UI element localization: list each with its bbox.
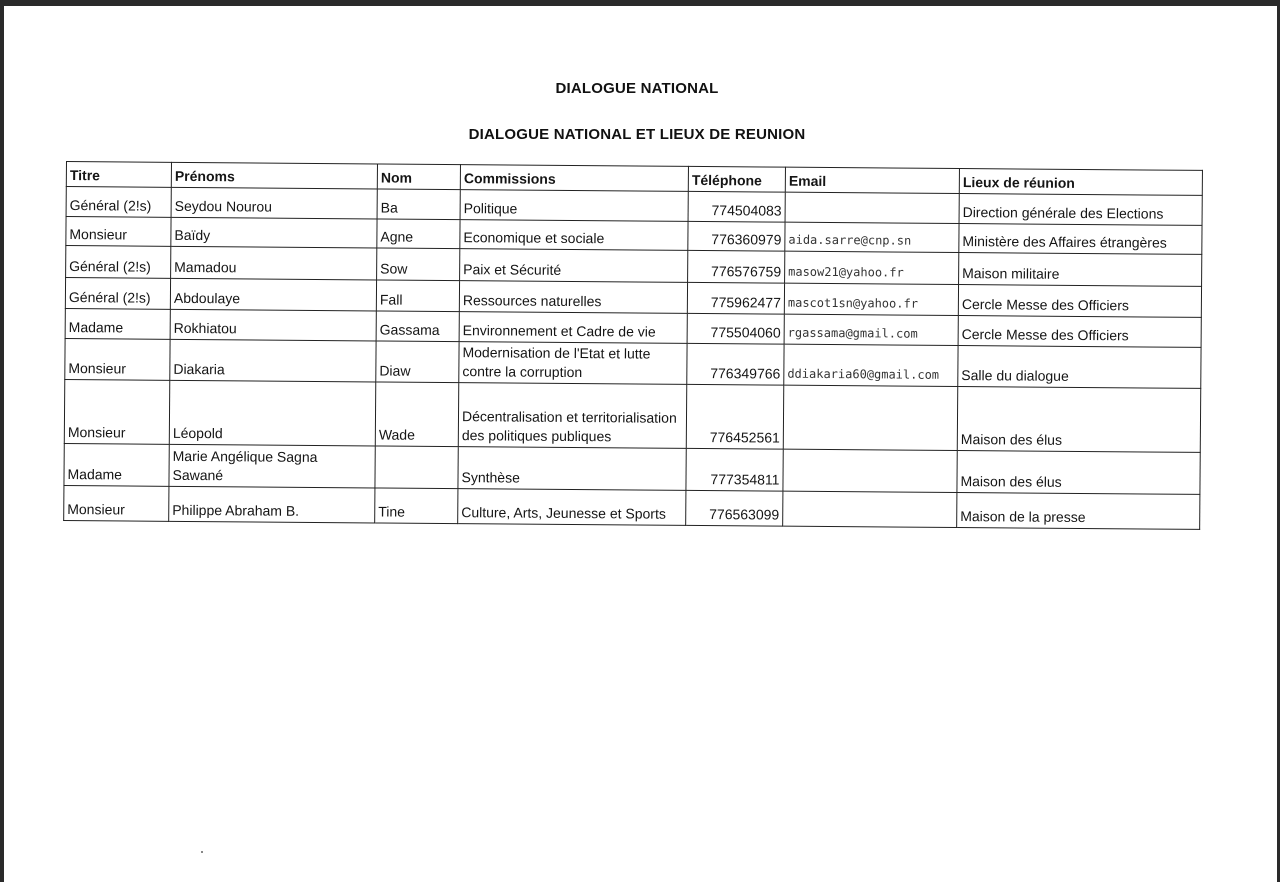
cell-email: masow21@yahoo.fr	[785, 251, 959, 284]
cell-lieu: Salle du dialogue	[958, 346, 1201, 389]
cell-titre: Madame	[64, 443, 169, 486]
header-lieux: Lieux de réunion	[959, 169, 1202, 196]
cell-telephone: 776576759	[688, 250, 785, 283]
cell-commission: Culture, Arts, Jeunesse et Sports	[458, 489, 686, 526]
cell-telephone: 776452561	[686, 384, 783, 449]
cell-telephone: 776349766	[687, 343, 784, 385]
cell-commission: Environnement et Cadre de vie	[459, 312, 687, 344]
cell-telephone: 776563099	[686, 490, 783, 526]
cell-titre: Monsieur	[66, 217, 171, 247]
cell-titre: Madame	[65, 308, 170, 339]
cell-email	[783, 491, 957, 527]
cell-titre: Général (2!s)	[66, 246, 171, 279]
cell-titre: Général (2!s)	[66, 187, 171, 218]
cell-nom: Fall	[376, 280, 459, 312]
cell-commission: Décentralisation et territorialisation des politiques publiques	[458, 383, 686, 449]
cell-email	[785, 192, 959, 223]
cell-email	[783, 449, 957, 492]
cell-prenoms: Abdoulaye	[170, 278, 376, 311]
table-row	[64, 379, 1200, 452]
header-nom: Nom	[377, 164, 460, 190]
cell-telephone: 777354811	[686, 448, 783, 491]
cell-telephone: 775962477	[687, 282, 784, 314]
document-title: DIALOGUE NATIONAL	[555, 80, 719, 97]
header-email: Email	[785, 167, 959, 193]
cell-telephone: 775504060	[687, 313, 784, 344]
cell-nom: Tine	[375, 488, 458, 524]
cell-lieu: Maison de la presse	[957, 493, 1200, 530]
cell-email: ddiakaria60@gmail.com	[784, 344, 958, 386]
cell-commission: Economique et sociale	[460, 220, 688, 251]
cell-lieu: Maison des élus	[957, 451, 1200, 495]
cell-prenoms: Rokhiatou	[170, 309, 376, 341]
cell-telephone: 776360979	[688, 221, 785, 251]
cell-commission: Paix et Sécurité	[460, 249, 688, 283]
header-commissions: Commissions	[460, 165, 688, 192]
cell-nom: Diaw	[376, 341, 459, 383]
cell-email: aida.sarre@cnp.sn	[785, 222, 959, 252]
header-titre: Titre	[66, 162, 171, 188]
cell-prenoms: Marie Angélique Sagna Sawané	[169, 444, 375, 488]
cell-prenoms: Philippe Abraham B.	[169, 486, 375, 523]
cell-lieu: Direction générale des Elections	[959, 194, 1202, 226]
document-page	[4, 6, 1277, 882]
cell-email: rgassama@gmail.com	[784, 314, 958, 345]
table-row	[64, 485, 1200, 529]
meeting-locations-table	[63, 161, 1203, 530]
header-telephone: Téléphone	[688, 166, 785, 192]
cell-titre: Monsieur	[64, 379, 169, 444]
cell-nom: Wade	[375, 382, 459, 447]
cell-prenoms: Baïdy	[171, 217, 377, 248]
cell-email: mascot1sn@yahoo.fr	[784, 283, 958, 315]
header-prenoms: Prénoms	[171, 162, 377, 189]
cell-commission: Politique	[460, 190, 688, 222]
cell-titre: Monsieur	[64, 485, 169, 521]
scan-speck	[201, 851, 203, 853]
cell-lieu: Maison des élus	[957, 387, 1200, 453]
cell-lieu: Ministère des Affaires étrangères	[959, 224, 1202, 255]
cell-lieu: Cercle Messe des Officiers	[958, 285, 1201, 318]
cell-commission: Synthèse	[458, 447, 686, 491]
cell-commission: Modernisation de l'Etat et lutte contre la corruption	[459, 342, 687, 385]
cell-titre: Monsieur	[65, 338, 170, 380]
cell-prenoms: Mamadou	[171, 246, 377, 280]
cell-nom: Sow	[377, 248, 460, 281]
cell-nom: Gassama	[376, 311, 459, 342]
cell-prenoms: Diakaria	[170, 339, 376, 382]
cell-titre: Général (2!s)	[65, 278, 170, 310]
cell-nom: Ba	[377, 189, 460, 220]
cell-commission: Ressources naturelles	[459, 281, 687, 314]
cell-lieu: Cercle Messe des Officiers	[958, 316, 1201, 348]
cell-telephone: 774504083	[688, 191, 785, 222]
cell-email	[783, 385, 957, 450]
cell-nom: Agne	[377, 219, 460, 249]
cell-nom	[375, 446, 458, 489]
cell-prenoms: Léopold	[169, 380, 375, 446]
cell-lieu: Maison militaire	[959, 253, 1202, 287]
document-subtitle: DIALOGUE NATIONAL ET LIEUX DE REUNION	[468, 126, 806, 143]
cell-prenoms: Seydou Nourou	[171, 187, 377, 219]
